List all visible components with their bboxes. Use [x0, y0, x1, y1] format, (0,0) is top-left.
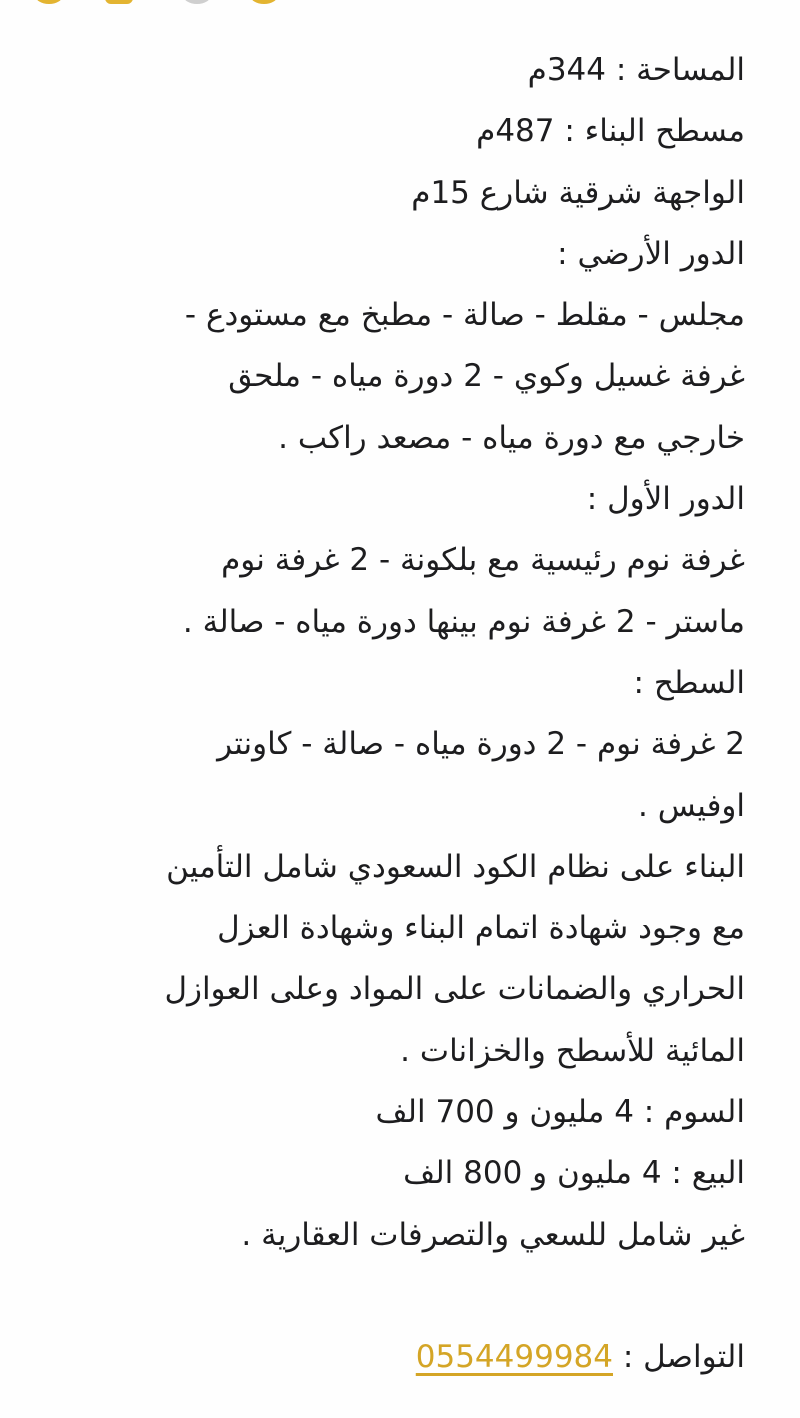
- contact-label: التواصل :: [613, 1338, 745, 1375]
- reaction-icon[interactable]: [35, 0, 63, 4]
- text-line: الواجهة شرقية شارع 15م: [411, 174, 745, 211]
- text-line: غرفة نوم رئيسية مع بلكونة - 2 غرفة نوم: [221, 542, 745, 579]
- reaction-icon[interactable]: [183, 0, 211, 4]
- text-line: ماستر - 2 غرفة نوم بينها دورة مياه - صالة .: [182, 603, 745, 640]
- contact-line: [45, 1327, 745, 1388]
- reaction-icon[interactable]: [105, 0, 133, 4]
- text-line: مجلس - مقلط - صالة - مطبخ مع مستودع -: [184, 297, 745, 334]
- text-line: الدور الأول :: [586, 481, 745, 518]
- text-line: مسطح البناء : 487م: [476, 113, 745, 150]
- phone-link[interactable]: 0554499984: [415, 1338, 613, 1375]
- text-line: المساحة : 344م: [527, 52, 745, 88]
- reaction-icon[interactable]: [250, 0, 278, 4]
- text-line: غير شامل للسعي والتصرفات العقارية .: [241, 1216, 745, 1253]
- cropped-next-line: [0, 1408, 800, 1418]
- top-icon-row: [0, 0, 800, 6]
- text-line: مع وجود شهادة اتمام البناء وشهادة العزل: [217, 910, 745, 947]
- text-line: السوم : 4 مليون و 700 الف: [375, 1094, 745, 1131]
- text-line: السطح :: [633, 664, 745, 701]
- spacer: [45, 1266, 745, 1327]
- text-line: خارجي مع دورة مياه - مصعد راكب .: [278, 419, 745, 456]
- text-line: المائية للأسطح والخزانات .: [400, 1032, 745, 1069]
- text-line: البناء على نظام الكود السعودي شامل التأمين: [166, 848, 745, 885]
- text-line: الدور الأرضي :: [557, 235, 745, 272]
- text-line: 2 غرفة نوم - 2 دورة مياه - صالة - كاونتر: [217, 726, 745, 763]
- text-line: غرفة غسيل وكوي - 2 دورة مياه - ملحق: [228, 358, 745, 395]
- listing-description: [45, 40, 745, 1388]
- text-line: الحراري والضمانات على المواد وعلى العوازل: [164, 971, 745, 1008]
- text-line: اوفيس .: [638, 787, 745, 824]
- text-line: البيع : 4 مليون و 800 الف: [403, 1155, 745, 1192]
